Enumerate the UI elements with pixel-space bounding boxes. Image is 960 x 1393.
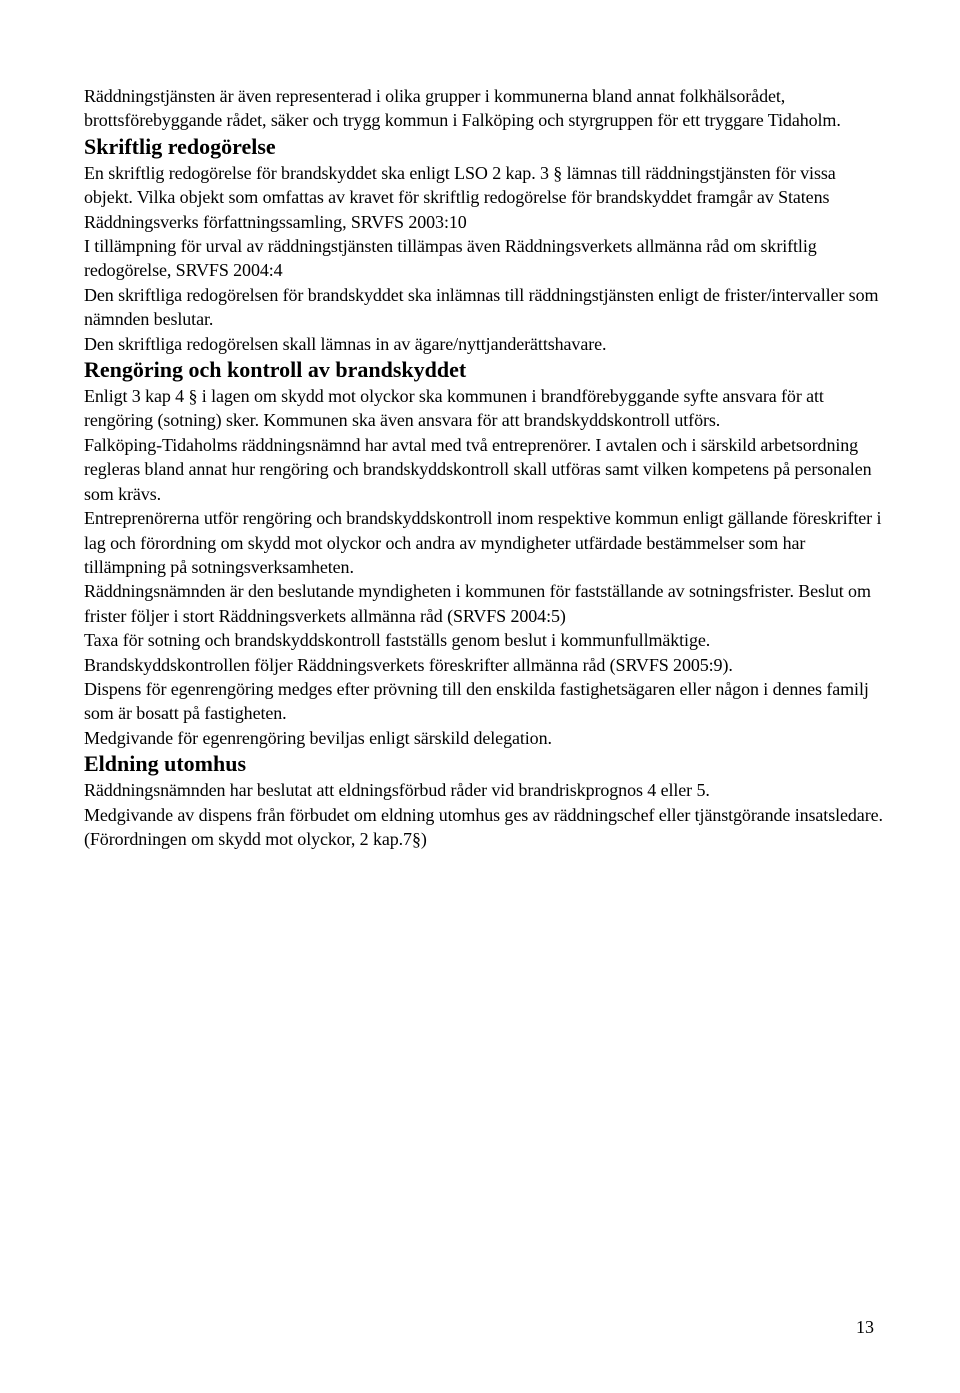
eldning-paragraph-1: Räddningsnämnden har beslutat att eldningsförbud råder vid brandriskprognos 4 eller 5.	[84, 780, 710, 801]
rengoring-paragraph-8: Medgivande för egenrengöring beviljas enligt särskild delegation.	[84, 727, 552, 748]
rengoring-paragraph-6: Brandskyddskontrollen följer Räddningsverkets föreskrifter allmänna råd (SRVFS 2005:9).	[84, 654, 733, 675]
rengoring-paragraph-4: Räddningsnämnden är den beslutande myndigheten i kommunen för fastställande av sotningsfrister. Beslut om frister följer i stort Räddningsverkets allmänna råd (SRVFS 2004:5)	[84, 581, 871, 626]
page-number: 13	[856, 1317, 874, 1337]
skriftlig-paragraph-2: I tillämpning för urval av räddningstjänsten tillämpas även Räddningsverkets allmänna råd om skriftlig redogörelse, SRVFS 2004:4	[84, 236, 817, 281]
rengoring-paragraph-7: Dispens för egenrengöring medges efter prövning till den enskilda fastighetsägaren eller någon i dennes familj som är bosatt på fastigheten.	[84, 678, 869, 724]
heading-rengoring-kontroll: Rengöring och kontroll av brandskyddet	[84, 357, 467, 383]
skriftlig-paragraph-3: Den skriftliga redogörelsen för brandskyddet ska inlämnas till räddningstjänsten enligt de frister/intervaller som nämnden beslutar.	[84, 284, 879, 330]
eldning-paragraph-2: Medgivande av dispens från förbudet om eldning utomhus ges av räddningschef eller tjänstgörande insatsledare. (Förordningen om skydd mot olyckor, 2 kap.7§)	[84, 804, 883, 849]
intro-paragraph: Räddningstjänsten är även representerad i olika grupper i kommunerna bland annat folkhälsorådet, brottsförebyggande rådet, säker och trygg kommun i Falköping och styrgruppen för ett tryggare Tidaholm.	[84, 86, 841, 131]
rengoring-paragraph-2: Falköping-Tidaholms räddningsnämnd har avtal med två entreprenörer. I avtalen och i särskild arbetsordning regleras bland annat hur rengöring och brandskyddskontroll skall utföras samt vilken kompetens på personalen som krävs.	[84, 434, 872, 504]
skriftlig-paragraph-4: Den skriftliga redogörelsen skall lämnas in av ägare/nyttjanderättshavare.	[84, 333, 607, 354]
rengoring-paragraph-1: Enligt 3 kap 4 § i lagen om skydd mot olyckor ska kommunen i brandförebyggande syfte ansvara för att rengöring (sotning) sker. Kommunen ska även ansvara för att brandskyddskontroll utförs.	[84, 386, 824, 431]
document-page	[84, 84, 884, 851]
skriftlig-paragraph-1: En skriftlig redogörelse för brandskyddet ska enligt LSO 2 kap. 3 § lämnas till räddningstjänsten för vissa objekt. Vilka objekt som omfattas av kravet för skriftlig redogörelse för brandskyddet framgår av Statens Räddningsverks författningssamling, SRVFS 2003:10	[84, 162, 836, 232]
rengoring-paragraph-3: Entreprenörerna utför rengöring och brandskyddskontroll inom respektive kommun enligt gällande föreskrifter i lag och förordning om skydd mot olyckor och andra av myndigheter utfärdade bestämmelser som har tillämpning på sotningsverksamheten.	[84, 508, 882, 577]
rengoring-paragraph-5: Taxa för sotning och brandskyddskontroll fastställs genom beslut i kommunfullmäktige.	[84, 630, 711, 651]
heading-eldning-utomhus: Eldning utomhus	[84, 751, 247, 777]
heading-skriftlig-redogorelse: Skriftlig redogörelse	[84, 133, 276, 159]
